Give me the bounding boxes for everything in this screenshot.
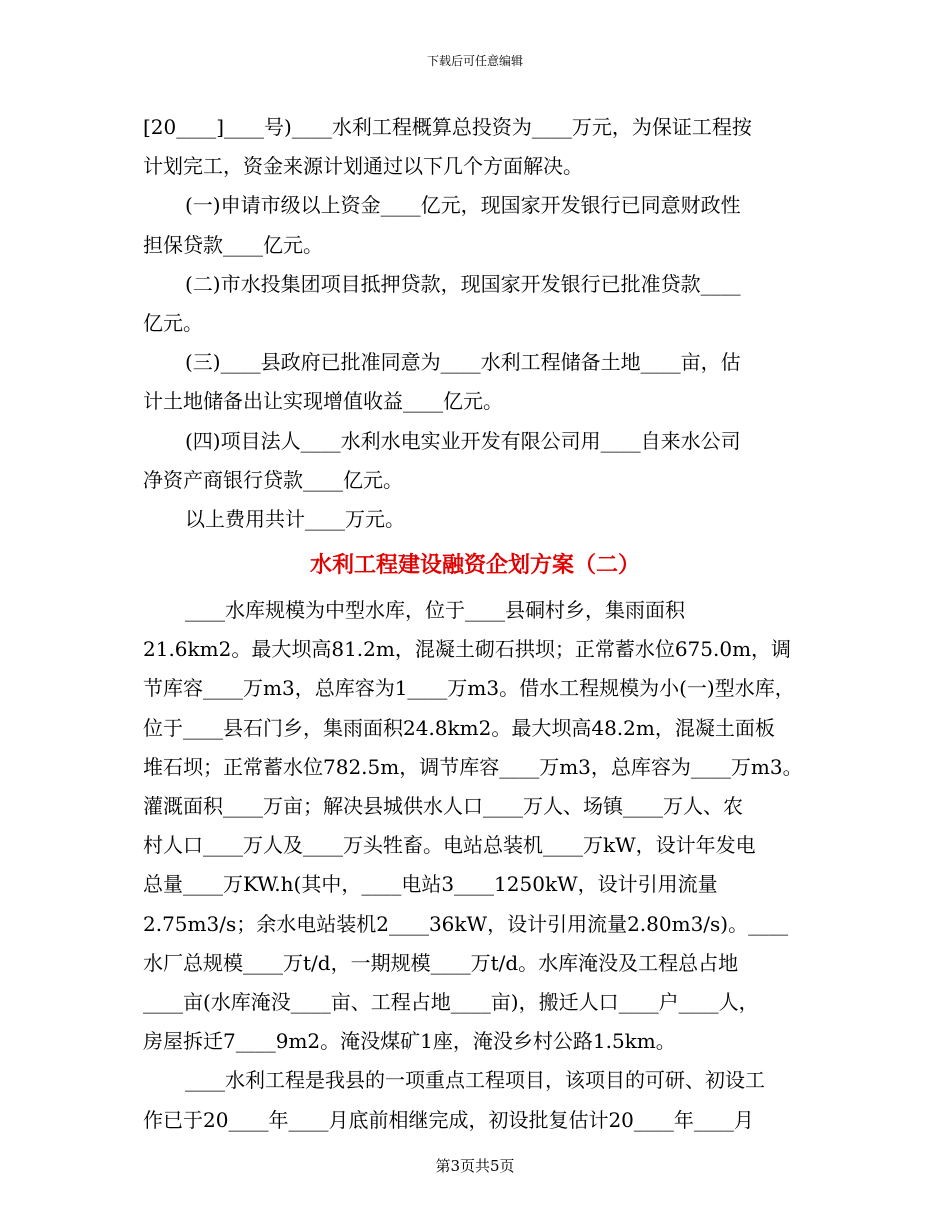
paragraph-line: 堆石坝；正常蓄水位782.5m，调节库容____万m3，总库容为____万m3。: [143, 754, 803, 779]
paragraph-line: 计划完工，资金来源计划通过以下几个方面解决。: [143, 154, 583, 179]
paragraph-line: ____亩(水库淹没____亩、工程占地____亩)，搬迁人口____户____人，: [143, 989, 759, 1014]
paragraph-line: [20____]____号)____水利工程概算总投资为____万元，为保证工程按: [143, 115, 752, 139]
paragraph-line: 担保贷款____亿元。: [143, 232, 323, 257]
paragraph-line: 村人口____万人及____万头牲畜。电站总装机____万kW，设计年发电: [143, 833, 756, 858]
document-body: [143, 108, 807, 1140]
paragraph-line: (四)项目法人____水利水电实业开发有限公司用____自来水公司: [185, 428, 741, 453]
paragraph-line: (三)____县政府已批准同意为____水利工程储备土地____亩，估: [185, 350, 741, 375]
paragraph-line: 位于____县石门乡，集雨面积24.8km2。最大坝高48.2m，混凝土面板: [143, 715, 775, 740]
paragraph-line: 节库容____万m3，总库容为1____万m3。借水工程规模为小(一)型水库，: [143, 676, 795, 701]
paragraph-line: 水厂总规模____万t/d，一期规模____万t/d。水库淹没及工程总占地: [143, 950, 739, 975]
paragraph-line: ____水库规模为中型水库，位于____县硐村乡，集雨面积: [185, 598, 685, 623]
paragraph-line: 2.75m3/s；余水电站装机2____36kW，设计引用流量2.80m3/s)。____: [143, 911, 789, 936]
page-footer: 第3页共5页: [435, 1157, 515, 1175]
paragraph-line: 灌溉面积____万亩；解决县城供水人口____万人、场镇____万人、农: [143, 794, 743, 818]
paragraph-line: 总量____万KW.h(其中，____电站3____1250kW，设计引用流量: [143, 872, 718, 897]
paragraph-line: 计土地储备出让实现增值收益____亿元。: [143, 389, 503, 414]
paragraph-line: 21.6km2。最大坝高81.2m，混凝土砌石拱坝；正常蓄水位675.0m，调: [143, 637, 792, 662]
paragraph-line: ____水利工程是我县的一项重点工程项目，该项目的可研、初设工: [185, 1068, 765, 1093]
page-header: 下载后可任意编辑: [426, 54, 523, 68]
paragraph-line: 亿元。: [143, 310, 203, 335]
paragraph-line: 房屋拆迁7____9m2。淹没煤矿1座，淹没乡村公路1.5km。: [143, 1029, 676, 1054]
paragraph-line: (二)市水投集团项目抵押贷款，现国家开发银行已批准贷款____: [185, 271, 741, 296]
paragraph-line: (一)申请市级以上资金____亿元，现国家开发银行已同意财政性: [185, 193, 741, 218]
section-title: 水利工程建设融资企划方案（二）: [309, 552, 640, 579]
paragraph-line: 以上费用共计____万元。: [185, 506, 405, 531]
paragraph-line: 净资产商银行贷款____亿元。: [143, 467, 403, 492]
paragraph-line: 作已于20____年____月底前相继完成，初设批复估计20____年____月: [143, 1107, 754, 1132]
